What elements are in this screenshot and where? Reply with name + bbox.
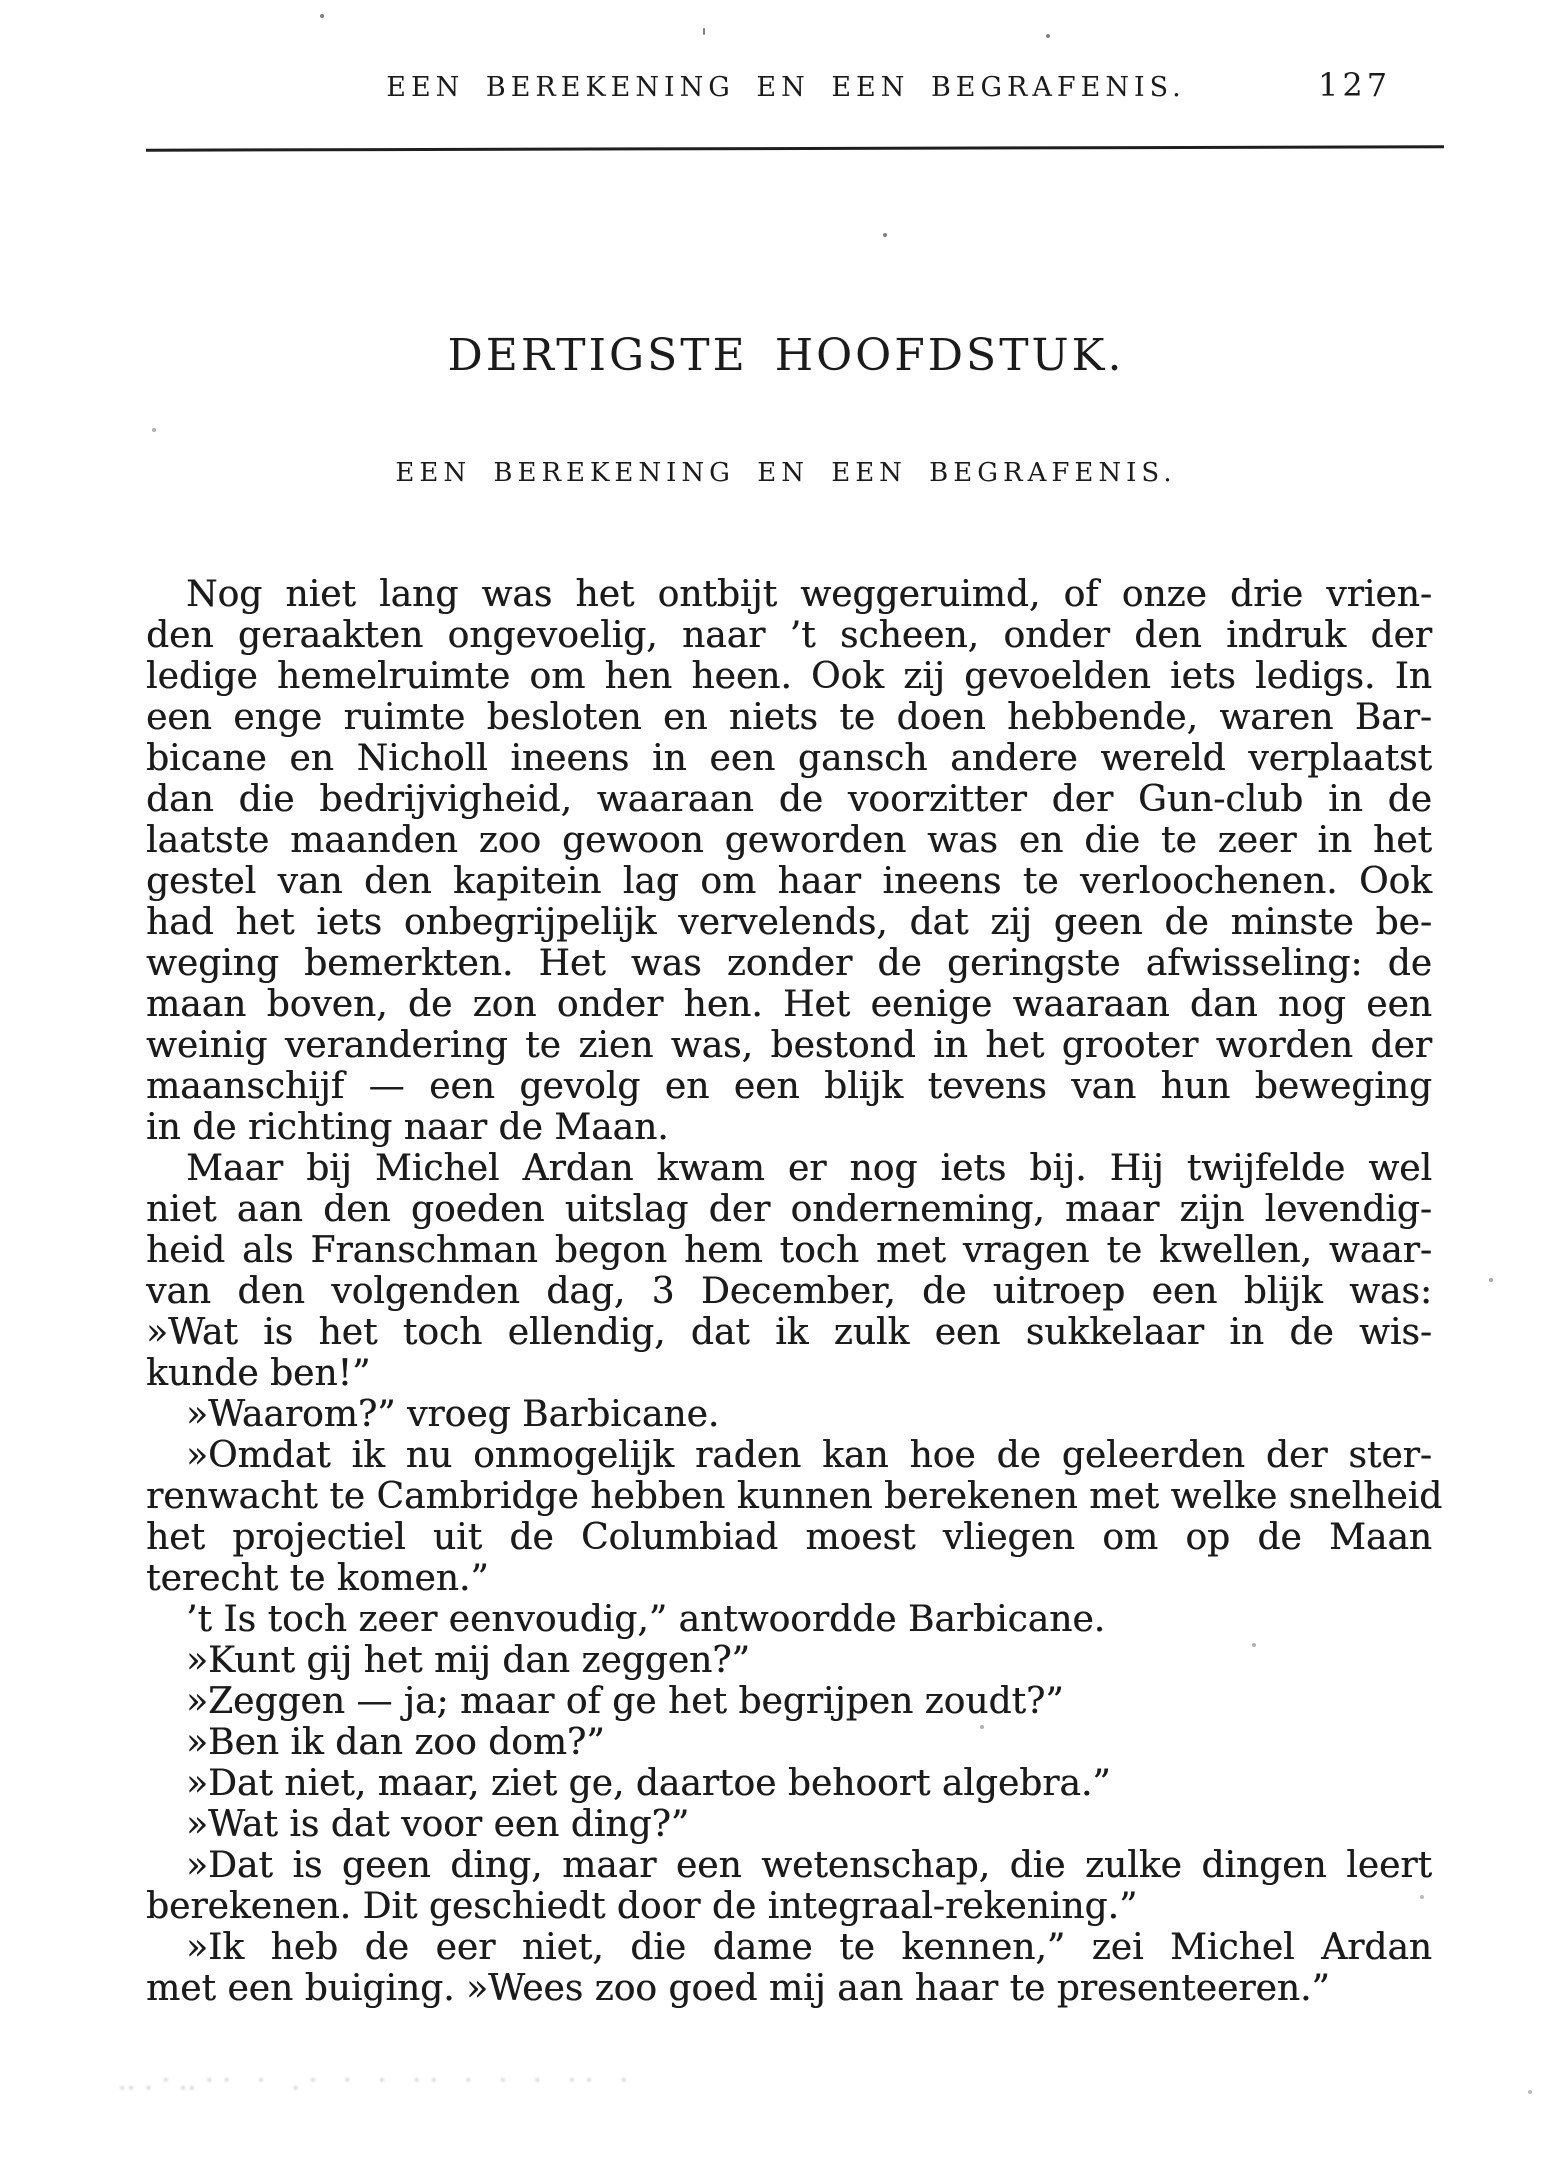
paragraph [146,1927,1432,2009]
scan-speck [1528,2090,1532,2094]
text-line: »Zeggen — ja; maar of ge het begrijpen zoudt?” [186,1681,1064,1722]
section-title: EEN BEREKENING EN EEN BEGRAFENIS. [395,458,1177,488]
text-line: een enge ruimte besloten en niets te doen hebbende, waren Bar- [146,697,1432,738]
text-line: terecht te komen.” [146,1558,489,1599]
text-line: »Wat is dat voor een ding?” [186,1804,690,1845]
scan-speck [1420,1895,1424,1899]
text-line: niet aan den goeden uitslag der onderneming, maar zijn levendig- [146,1189,1432,1230]
text-line: ledige hemelruimte om hen heen. Ook zij gevoelden iets ledigs. In [146,656,1432,697]
scan-speck [980,1725,984,1729]
text-line: »Ben ik dan zoo dom?” [186,1722,605,1763]
text-line: den geraakten ongevoelig, naar ’t scheen, onder den indruk der [146,615,1432,656]
scan-speck [1046,34,1050,38]
scan-speck [883,233,887,237]
text-line: van den volgenden dag, 3 December, de uitroep een blijk was: [146,1271,1432,1312]
scan-speck [1489,1278,1493,1282]
text-line: maanschijf — een gevolg en een blijk tevens van hun beweging [146,1066,1432,1107]
text-line: weging bemerkten. Het was zonder de geringste afwisseling: de [146,943,1432,984]
scan-speck [152,428,156,432]
chapter-title: DERTIGSTE HOOFDSTUK. [447,330,1125,381]
text-line: Nog niet lang was het ontbijt weggeruimd, of onze drie vrien- [186,574,1432,615]
text-line: in de richting naar de Maan. [146,1107,669,1148]
text-line: maan boven, de zon onder hen. Het eenige waaraan dan nog een [146,984,1432,1025]
text-line: »Kunt gij het mij dan zeggen?” [186,1640,750,1681]
text-line: had het iets onbegrijpelijk vervelends, dat zij geen de minste be- [146,902,1432,943]
paragraph [146,1763,1432,1804]
text-line: Maar bij Michel Ardan kwam er nog iets bij. Hij twijfelde wel [186,1148,1432,1189]
text-line: »Dat niet, maar, ziet ge, daartoe behoort algebra.” [186,1763,1111,1804]
body-text [146,574,1443,2009]
paragraph [146,1722,1432,1763]
text-line: »Waarom?” vroeg Barbicane. [186,1394,720,1435]
text-line: »Omdat ik nu onmogelijk raden kan hoe de geleerden der ster- [186,1435,1432,1476]
paragraph [146,574,1432,1148]
text-line: weinig verandering te zien was, bestond in het grooter worden der [146,1025,1432,1066]
running-head-title: EEN BEREKENING EN EEN BEGRAFENIS. [386,72,1186,103]
text-line: »Wat is het toch ellendig, dat ik zulk een sukkelaar in de wis- [146,1312,1432,1353]
header-divider-rule [146,145,1444,151]
paragraph [146,1435,1443,1599]
text-line: dan die bedrijvigheid, waaraan de voorzitter der Gun-club in de [146,779,1432,820]
paragraph [146,1148,1432,1394]
text-line: gestel van den kapitein lag om haar ineens te verloochenen. Ook [146,861,1432,902]
text-line: het projectiel uit de Columbiad moest vliegen om op de Maan [146,1517,1432,1558]
text-line: »Ik heb de eer niet, die dame te kennen,” zei Michel Ardan [186,1927,1432,1968]
text-line: laatste maanden zoo gewoon geworden was en die te zeer in het [146,820,1432,861]
text-line: kunde ben!” [146,1353,371,1394]
text-line: ’t Is toch zeer eenvoudig,” antwoordde Barbicane. [186,1599,1106,1640]
paragraph [146,1640,1432,1681]
text-line: »Dat is geen ding, maar een wetenschap, die zulke dingen leert [186,1845,1432,1886]
scan-smudge-mark: ‥.·‥·· · .· · · ·· · · · ·· · [118,2066,637,2096]
text-line: berekenen. Dit geschiedt door de integraal-rekening.” [146,1886,1138,1927]
text-line: renwacht te Cambridge hebben kunnen berekenen met welke snelheid [146,1476,1443,1517]
scan-speck [1252,1643,1256,1647]
page-number: 127 [1318,66,1392,104]
text-line: heid als Franschman begon hem toch met vragen te kwellen, waar- [146,1230,1432,1271]
scan-speck [320,14,324,18]
paragraph [146,1804,1432,1845]
paragraph [146,1681,1432,1722]
paragraph [146,1845,1432,1927]
paragraph [146,1599,1432,1640]
text-line: bicane en Nicholl ineens in een gansch andere wereld verplaatst [146,738,1432,779]
scan-speck [703,28,705,35]
text-line: met een buiging. »Wees zoo goed mij aan haar te presenteeren.” [146,1968,1330,2009]
paragraph [146,1394,1432,1435]
